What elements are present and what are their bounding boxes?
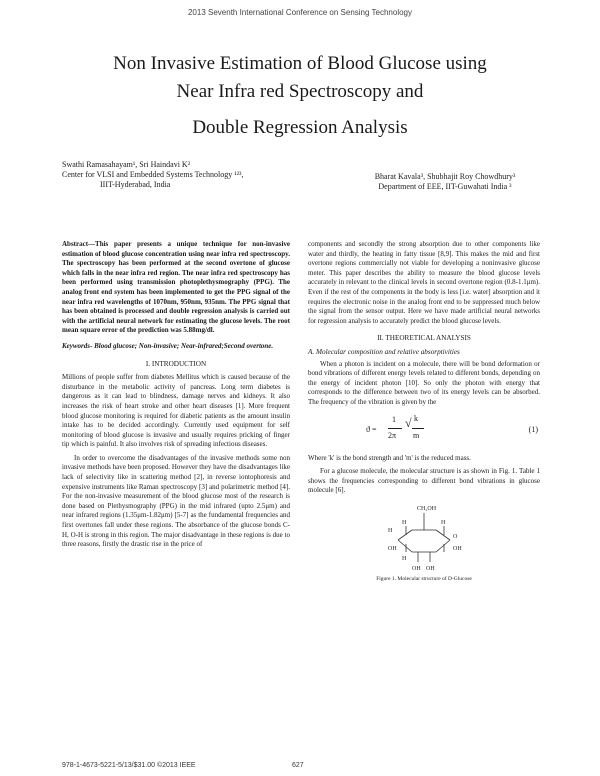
- bond-line: [436, 530, 450, 540]
- glucose-structure-figure: [308, 500, 540, 582]
- right-paragraph-3: Where 'k' is the bond strength and 'm' is the reduced mass.: [308, 453, 471, 462]
- right-paragraph-1: components and secondly the strong absorption due to other components like water and thirdly, the heating in fatty tissue [8,9]. This makes the mid and first overtone regions commercially not viable for developing a noninvasive glucose meter. This paper describes the ability to measure the blood glucose levels accurately in relevant to the clinical levels in second overtone region (0.8-1.1μm). Even if the rest of the components in the body is less [i.e. water] absorption and it requires the electronic noise in the analog front end to be suppressed much below the signal from the sensor output. Here we have made artificial neural networks for regression analysis to accurately predict the blood glucose levels.: [308, 240, 540, 325]
- figure-caption: Figure 1. Molecular structure of D-Glucose: [376, 575, 472, 582]
- figure-label: O: [453, 533, 458, 540]
- authors-right-names: Bharat Kavala³, Shubhajit Roy Chowdhury³: [374, 172, 516, 181]
- left-column: [62, 240, 290, 550]
- authors-left-names: Swathi Ramasahayam¹, Sri Haindavi K²: [62, 160, 191, 169]
- figure-label: H: [402, 519, 407, 526]
- equation-frac-den: m: [413, 430, 420, 440]
- equation-bar-1: [388, 428, 402, 429]
- footer-isbn: 978-1-4673-5221-5/13/$31.00 ©2013 IEEE: [62, 762, 196, 769]
- figure-label: OH: [453, 545, 462, 552]
- title-line-1: Non Invasive Estimation of Blood Glucose using: [113, 53, 487, 74]
- equation-1: [308, 411, 540, 451]
- right-column: [308, 240, 540, 582]
- subsection-a-heading: A. Molecular composition and relative absorptivities: [308, 347, 460, 356]
- authors-left: [62, 160, 292, 190]
- figure-label: H: [441, 519, 446, 526]
- authors-left-affil-2: IIIT-Hyderabad, India: [100, 180, 171, 189]
- section-2-heading: II. THEORETICAL ANALYSIS: [377, 334, 471, 343]
- bond-line: [436, 540, 450, 552]
- abstract: Abstract—This paper presents a unique technique for non-invasive estimation of blood glucose concentration using near infra red spectroscopy. The spectroscopy has been performed at the second overtone of glucose which falls in the near infra red region. The near infra red spectroscopy has been performed using transmission photoplethysmography (PPG). The analog front end system has been implemented to get the PPG signal of the near infra red wavelengths of 1070nm, 950nm, 935nm. The PPG signal that has been obtained is processed and double regression analysis is carried out with the artificial neural network for estimating the glucose levels. The root mean square error of the prediction was 5.88mg/dl.: [62, 240, 290, 335]
- title-line-2: Near Infra red Spectroscopy and: [176, 81, 424, 102]
- equation-number: (1): [528, 424, 538, 434]
- equation-lhs: ϑ =: [366, 424, 377, 434]
- title-line-3: Double Regression Analysis: [192, 117, 408, 138]
- right-paragraph-2: When a photon is incident on a molecule, there will be bond deformation or bond vibrations of different energy levels related to different bonds, depending on the energy of incident photon [10]. So only the photon with energy that corresponds to the difference between two of its energy levels can be absorbed. The frequency of the vibration is given by the: [308, 359, 540, 406]
- authors-right-affil: Department of EEE, IIT-Guwahati India ³: [378, 182, 512, 191]
- figure-label: CH₂OH: [417, 505, 437, 512]
- authors-right: [340, 172, 550, 192]
- equation-coef-num: 1: [392, 414, 396, 424]
- equation-frac-num: k: [414, 413, 418, 423]
- figure-label: OH: [412, 565, 421, 572]
- figure-label: H: [388, 527, 393, 534]
- intro-paragraph-2: In order to overcome the disadvantages of the invasive methods some non invasive methods have been proposed. However they have the disadvantages like lack of selectivity like in scattering method [2], in reverse iontophoresis and expensive instruments like Raman spectroscopy [3] and polarimetric method [4]. For the non-invasive measurement of the blood glucose most of the research is done based on Plethysmography (PPG) in the mid infrared (upto 2.5μm) and near infrared regions (1.35μm-1.82μm) [5-7] as the fundamental frequencies and first overtones fall under these regions. The absorbance of the glucose bonds C-H, O-H is strong in this region. The major disadvantage in these regions is due to three reasons, firstly the drastic rise in the price of: [62, 453, 290, 549]
- paper-title: [60, 50, 540, 142]
- figure-label: OH: [388, 545, 397, 552]
- figure-label: H: [402, 555, 407, 562]
- page-number: 627: [292, 762, 304, 769]
- bond-line: [398, 530, 412, 540]
- right-paragraph-4: For a glucose molecule, the molecular structure is as shown in Fig. 1. Table 1 shows the frequencies corresponding to different bond vibrations in glucose molecule [6].: [308, 467, 540, 495]
- figure-label: OH: [426, 565, 435, 572]
- keywords: Keywords- Blood glucose; Non-invasive; Near-infrared;Second overtone.: [62, 341, 274, 350]
- sqrt-sign-icon: √: [405, 415, 412, 430]
- section-1-heading: I. INTRODUCTION: [145, 359, 207, 368]
- intro-paragraph-1: Millions of people suffer from diabetes Mellitus which is caused because of the disturbance in the metabolic activity of pancreas. Long term diabetes is dangerous as it can lead to blindness, damage nerves and kidneys. It also increases the risk of heart stroke and other heart diseases [1]. More frequent blood glucose monitoring is required for diabetic patients as the amount insulin intake has to be decided accordingly. Currently used equipment for self monitoring of blood glucose is invasive and usually requires pricking of finger tip which is painful. It also involves risk of spreading infectious diseases.: [62, 373, 290, 449]
- bond-line: [398, 540, 412, 552]
- equation-bar-2: [412, 428, 424, 429]
- conference-header: 2013 Seventh International Conference on Sensing Technology: [187, 8, 412, 17]
- authors-left-affil-1: Center for VLSI and Embedded Systems Technology ¹²³,: [62, 170, 244, 179]
- equation-coef-den: 2π: [388, 430, 397, 440]
